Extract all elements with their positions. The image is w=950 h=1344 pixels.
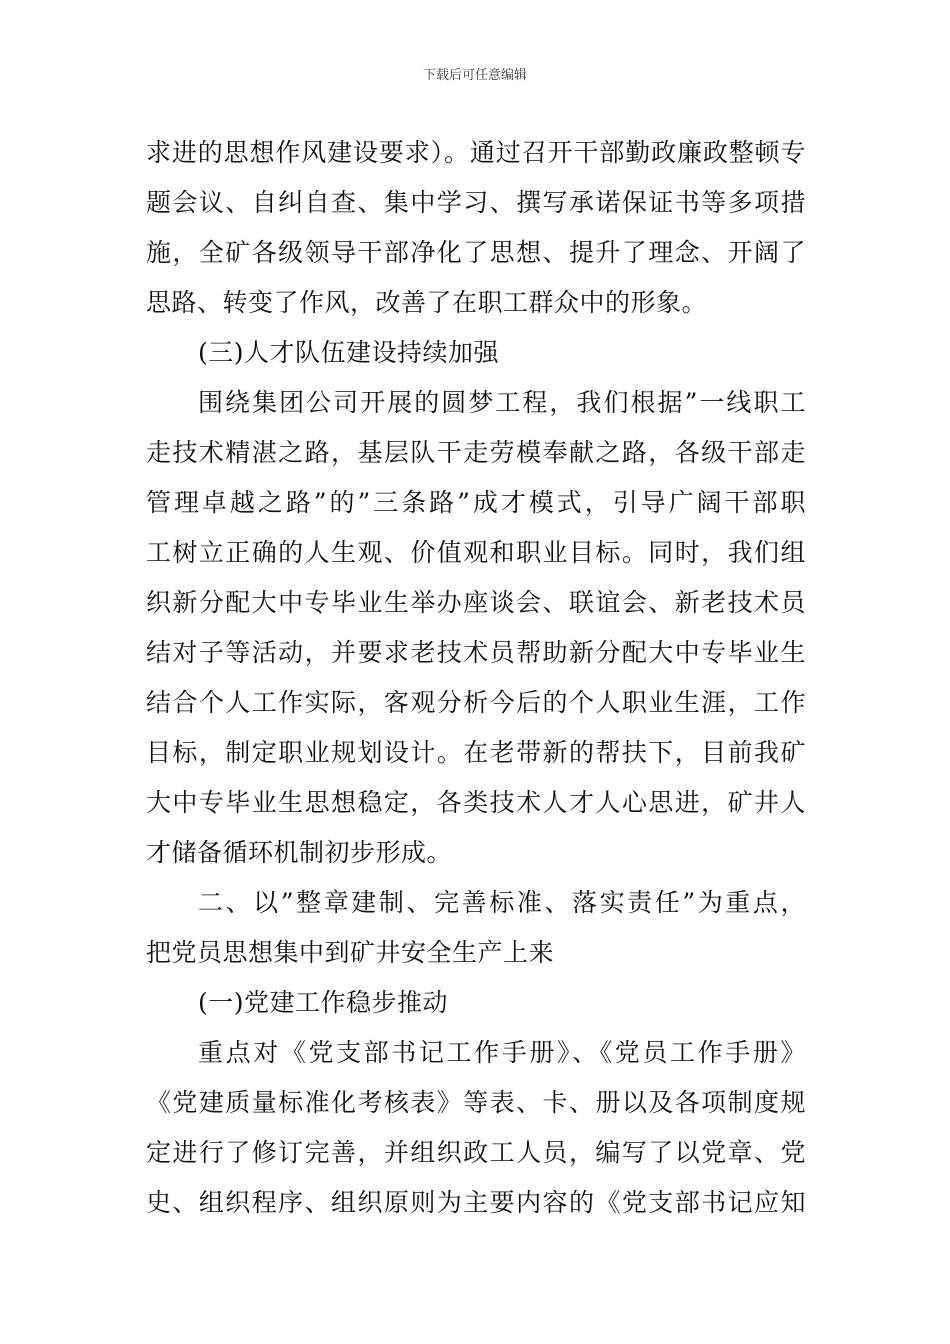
text-line: 结对子等活动，并要求老技术员帮助新分配大中专毕业生 (146, 638, 806, 667)
text-line: 思路、转变了作风，改善了在职工群众中的形象。 (146, 288, 708, 317)
text-line: 管理卓越之路”的”三条路”成才模式，引导广阔干部职 (146, 488, 806, 517)
text-line: 目标，制定职业规划设计。在老带新的帮扶下，目前我矿 (146, 738, 806, 767)
text-line: 史、组织程序、组织原则为主要内容的《党支部书记应知 (146, 1188, 806, 1217)
text-line: 《党建质量标准化考核表》等表、卡、册以及各项制度规 (146, 1088, 806, 1117)
text-line: 求进的思想作风建设要求）。通过召开干部勤政廉政整顿专 (146, 138, 806, 167)
text-line: 才储备循环机制初步形成。 (146, 838, 453, 867)
text-line: 二、以”整章建制、完善标准、落实责任”为重点， (198, 888, 806, 917)
page-header: 下载后可任意编辑 (422, 68, 527, 83)
text-line: 定进行了修订完善，并组织政工人员，编写了以党章、党 (146, 1138, 806, 1167)
text-line: 施，全矿各级领导干部净化了思想、提升了理念、开阔了 (146, 238, 806, 267)
text-line: 走技术精湛之路，基层队干走劳模奉献之路，各级干部走 (146, 438, 806, 467)
text-line: 把党员思想集中到矿井安全生产上来 (146, 938, 555, 967)
text-line: 大中专毕业生思想稳定，各类技术人才人心思进，矿井人 (146, 788, 806, 817)
text-line: 题会议、自纠自查、集中学习、撰写承诺保证书等多项措 (146, 188, 806, 217)
text-line: (一)党建工作稳步推动 (198, 988, 449, 1017)
text-line: 织新分配大中专毕业生举办座谈会、联谊会、新老技术员 (146, 588, 806, 617)
text-line: 重点对《党支部书记工作手册》、《党员工作手册》 (198, 1038, 806, 1067)
text-line: 结合个人工作实际，客观分析今后的个人职业生涯，工作 (146, 688, 806, 717)
text-line: 围绕集团公司开展的圆梦工程，我们根据”一线职工 (198, 388, 806, 417)
text-line: 工树立正确的人生观、价值观和职业目标。同时，我们组 (146, 538, 806, 567)
document-body (146, 128, 806, 1228)
text-line: (三)人才队伍建设持续加强 (198, 338, 500, 367)
